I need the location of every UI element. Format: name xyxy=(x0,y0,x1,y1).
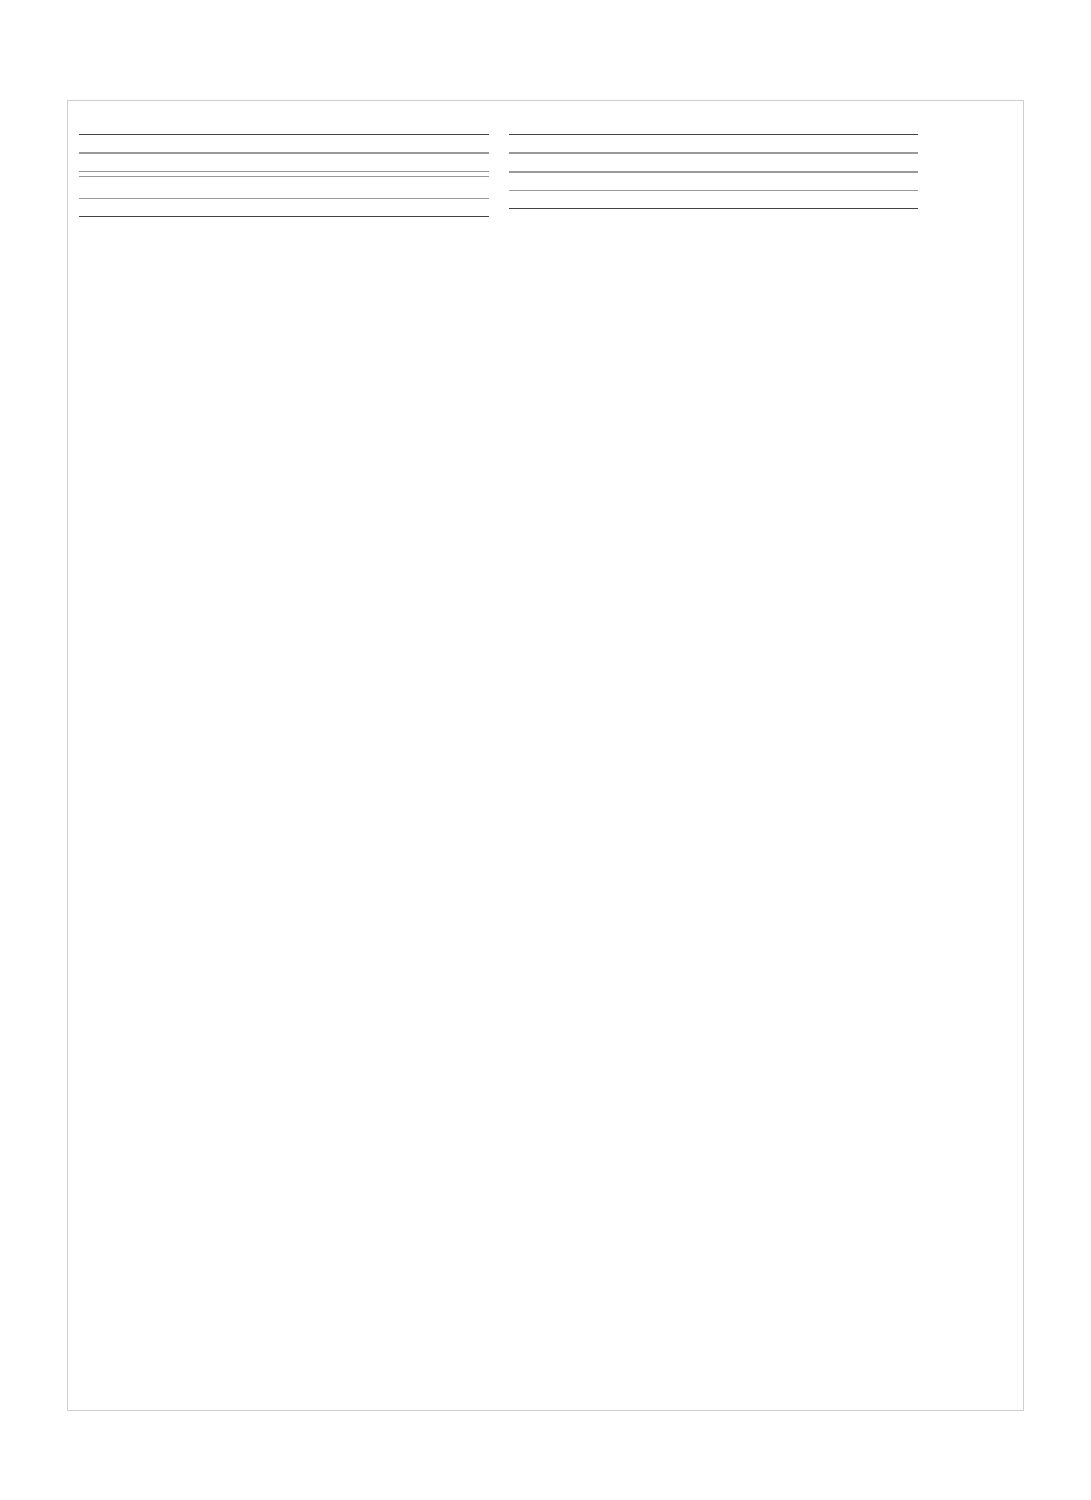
english-column xyxy=(79,102,489,234)
english-header xyxy=(79,102,489,134)
french-column xyxy=(509,102,918,226)
footnote xyxy=(79,220,489,234)
footnote-fr xyxy=(509,212,918,226)
finished-measurements-heading xyxy=(79,199,489,216)
body-measurements-heading-fr xyxy=(509,173,918,190)
notions xyxy=(79,154,489,171)
notions-fr xyxy=(509,154,918,171)
finished-measurements-heading-fr xyxy=(509,191,918,208)
body-measurements-heading xyxy=(79,177,489,194)
pattern-title xyxy=(79,135,489,152)
pattern-title-fr xyxy=(509,135,918,152)
page-frame xyxy=(67,100,1024,1411)
french-header xyxy=(509,102,918,134)
